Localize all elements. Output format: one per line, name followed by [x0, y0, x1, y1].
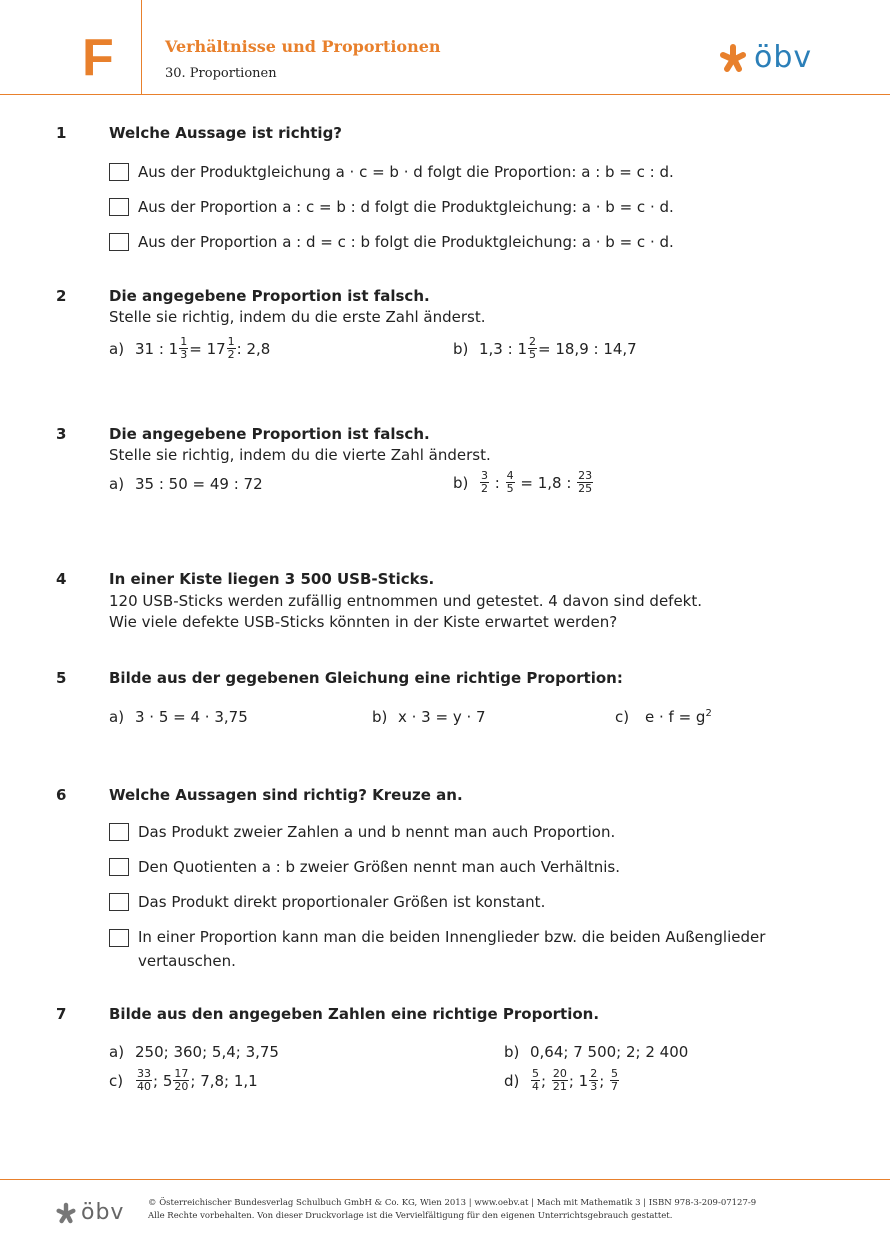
expr-part: ;	[599, 1071, 610, 1090]
numerator: 5	[532, 1067, 539, 1080]
checkbox[interactable]	[109, 198, 129, 216]
expr-part: 250; 360; 5,4; 3,75	[135, 1043, 279, 1061]
answer-option	[109, 858, 620, 876]
numerator: 23	[578, 469, 593, 482]
denominator: 7	[611, 1080, 619, 1093]
fraction	[531, 1068, 540, 1093]
option-text: Das Produkt zweier Zahlen a und b nennt man auch Proportion.	[138, 823, 616, 841]
numerator: 4	[506, 469, 514, 482]
footer-divider	[0, 1179, 890, 1180]
task-label: b)	[372, 708, 388, 726]
option-text: Aus der Produktgleichung a · c = b · d folgt die Proportion: a : b = c : d.	[138, 163, 674, 181]
question-title: Bilde aus den angegeben Zahlen eine richtige Proportion.	[109, 1005, 600, 1023]
rights-line: Alle Rechte vorbehalten. Von dieser Druckvorlage ist die Vervielfältigung für den eigenen Unterrichtsgebrauch gestattet.	[148, 1211, 673, 1221]
expr-part: ; 1	[568, 1071, 589, 1090]
fraction	[577, 470, 593, 495]
question-number: 7	[56, 1005, 67, 1023]
copyright-line: © Österreichischer Bundesverlag Schulbuch GmbH & Co. KG, Wien 2013 | www.oebv.at | Mach mit Mathematik 3 | ISBN 978-3-209-07127-9	[148, 1198, 757, 1208]
denominator: 2	[481, 482, 488, 495]
fraction	[610, 1068, 619, 1093]
task-label: a)	[109, 1043, 125, 1061]
question-number: 3	[56, 425, 67, 443]
question-number: 5	[56, 669, 67, 687]
numerator: 5	[611, 1067, 619, 1080]
expr-part: e · f = g	[645, 708, 706, 726]
chapter-title: Verhältnisse und Proportionen	[165, 37, 441, 56]
option-text: Aus der Proportion a : d = c : b folgt die Produktgleichung: a · b = c · d.	[138, 233, 674, 251]
denominator: 20	[174, 1080, 189, 1093]
denominator: 2	[227, 348, 235, 361]
fraction	[480, 470, 489, 495]
expr-part: x · 3 = y · 7	[398, 708, 486, 726]
expr-part: ;	[541, 1071, 551, 1090]
checkbox[interactable]	[109, 893, 129, 911]
question-instruction: Stelle sie richtig, indem du die vierte Zahl änderst.	[109, 446, 491, 464]
question-title: Welche Aussage ist richtig?	[109, 124, 343, 142]
task-label: a)	[109, 708, 125, 726]
fraction	[506, 470, 515, 495]
question-text: 120 USB-Sticks werden zufällig entnommen und getestet. 4 davon sind defekt.	[109, 592, 703, 610]
checkbox[interactable]	[109, 163, 129, 181]
expr-part: = 17	[189, 339, 226, 358]
checkbox[interactable]	[109, 858, 129, 876]
question-instruction: Stelle sie richtig, indem du die erste Zahl änderst.	[109, 308, 486, 326]
answer-option	[109, 198, 674, 216]
numerator: 33	[137, 1067, 151, 1080]
question-title: Die angegebene Proportion ist falsch.	[109, 287, 430, 305]
fraction	[552, 1068, 568, 1093]
expr-part: = 1,8 :	[515, 473, 577, 492]
task-a	[109, 1043, 279, 1061]
question-title: Welche Aussagen sind richtig? Kreuze an.	[109, 786, 463, 804]
numerator: 17	[174, 1067, 189, 1080]
fraction	[227, 336, 236, 361]
logo-text: öbv	[754, 40, 813, 75]
task-c	[615, 708, 712, 726]
exponent: 2	[705, 708, 712, 719]
numerator: 1	[227, 335, 235, 348]
task-b	[372, 708, 486, 726]
task-label: b)	[453, 339, 469, 358]
question-number: 1	[56, 124, 67, 142]
expr-part: = 18,9 : 14,7	[538, 339, 637, 358]
question-number: 6	[56, 786, 67, 804]
denominator: 3	[180, 348, 188, 361]
answer-option	[109, 823, 615, 841]
denominator: 5	[529, 348, 536, 361]
header-divider-vertical	[141, 0, 142, 95]
task-b	[453, 470, 594, 495]
task-label: a)	[109, 475, 125, 493]
logo-text: öbv	[81, 1200, 125, 1225]
denominator: 25	[578, 482, 593, 495]
expr-part: 31 : 1	[135, 339, 179, 358]
fraction	[136, 1068, 152, 1093]
numerator: 3	[481, 469, 488, 482]
denominator: 40	[137, 1080, 151, 1093]
section-subtitle: 30. Proportionen	[165, 66, 277, 81]
answer-option	[109, 929, 765, 973]
fraction	[173, 1068, 189, 1093]
expr-part: : 2,8	[236, 339, 271, 358]
option-text: Aus der Proportion a : c = b : d folgt die Produktgleichung: a · b = c · d.	[138, 198, 674, 216]
answer-option	[109, 893, 545, 911]
numerator: 1	[180, 335, 188, 348]
task-label: b)	[504, 1043, 520, 1061]
denominator: 4	[532, 1080, 539, 1093]
numerator: 2	[529, 335, 536, 348]
expr-part: 35 : 50 = 49 : 72	[135, 475, 263, 493]
expr-part: :	[490, 473, 505, 492]
header-divider-horizontal	[0, 94, 890, 95]
question-text: Wie viele defekte USB-Sticks könnten in der Kiste erwartet werden?	[109, 613, 618, 631]
task-a	[109, 475, 263, 493]
question-title: In einer Kiste liegen 3 500 USB-Sticks.	[109, 570, 435, 588]
numerator: 20	[552, 1067, 567, 1080]
option-text-line: vertauschen.	[138, 952, 236, 970]
task-a	[109, 336, 270, 361]
fraction	[179, 336, 188, 361]
expr-part: 3 · 5 = 4 · 3,75	[135, 708, 248, 726]
option-text: Den Quotienten a : b zweier Größen nennt man auch Verhältnis.	[138, 858, 621, 876]
denominator: 3	[590, 1080, 598, 1093]
expr-part: 0,64; 7 500; 2; 2 400	[530, 1043, 689, 1061]
option-text: Das Produkt direkt proportionaler Größen ist konstant.	[138, 893, 546, 911]
task-c	[109, 1068, 258, 1093]
fraction	[589, 1068, 598, 1093]
task-a	[109, 708, 248, 726]
chapter-letter: F	[82, 29, 114, 87]
task-label: d)	[504, 1071, 520, 1090]
question-title: Bilde aus der gegebenen Gleichung eine richtige Proportion:	[109, 669, 623, 687]
denominator: 5	[506, 482, 514, 495]
task-label: b)	[453, 473, 469, 492]
expr-part: ; 7,8; 1,1	[190, 1071, 258, 1090]
expr-part: ; 5	[153, 1071, 173, 1090]
question-number: 2	[56, 287, 67, 305]
denominator: 21	[552, 1080, 567, 1093]
publisher-logo	[718, 40, 812, 75]
checkbox[interactable]	[109, 233, 129, 251]
fraction	[528, 336, 537, 361]
question-number: 4	[56, 570, 67, 588]
answer-option	[109, 233, 674, 251]
checkbox[interactable]	[109, 823, 129, 841]
task-label: c)	[615, 708, 630, 726]
option-text-line: In einer Proportion kann man die beiden Innenglieder bzw. die beiden Außenglieder	[138, 928, 766, 946]
star-logo-icon	[718, 43, 748, 73]
numerator: 2	[590, 1067, 598, 1080]
option-text	[138, 925, 765, 973]
task-b	[504, 1043, 688, 1061]
task-label: c)	[109, 1071, 124, 1090]
task-label: a)	[109, 339, 125, 358]
answer-option	[109, 163, 674, 181]
task-d	[504, 1068, 620, 1093]
question-title: Die angegebene Proportion ist falsch.	[109, 425, 430, 443]
copyright-notice	[148, 1197, 868, 1223]
checkbox[interactable]	[109, 929, 129, 947]
footer-logo	[55, 1200, 124, 1225]
star-logo-icon	[55, 1202, 77, 1224]
task-b	[453, 336, 637, 361]
expr-part: 1,3 : 1	[479, 339, 527, 358]
